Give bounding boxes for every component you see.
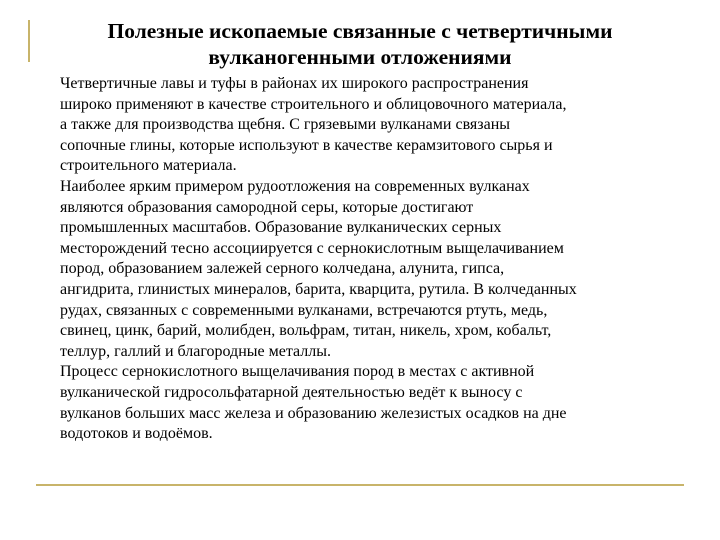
paragraph-2 (60, 177, 700, 362)
text-line: являются образования самородной серы, которые достигают (60, 198, 474, 216)
accent-horizontal-line (36, 484, 684, 486)
text-line: теллур, галлий и благородные металлы. (60, 342, 331, 360)
text-line: ангидрита, глинистых минералов, барита, кварцита, рутила. В колчеданных (60, 280, 577, 298)
title-line-2: вулканогенными отложениями (208, 45, 512, 69)
text-line: водотоков и водоёмов. (60, 425, 213, 443)
text-line: широко применяют в качестве строительного и облицовочного материала, (60, 95, 567, 113)
text-line: а также для производства щебня. С грязевыми вулканами связаны (60, 116, 511, 134)
text-line: рудах, связанных с современными вулканами, встречаются ртуть, медь, (60, 301, 548, 319)
text-line: Наиболее ярким примером рудоотложения на современных вулканах (60, 177, 530, 195)
text-line: Четвертичные лавы и туфы в районах их широкого распространения (60, 75, 529, 92)
slide-title (40, 18, 680, 70)
text-line: Процесс сернокислотного выщелачивания пород в местах с активной (60, 363, 535, 381)
text-line: пород, образованием залежей серного колчедана, алунита, гипса, (60, 260, 505, 278)
title-line-1: Полезные ископаемые связанные с четвертичными (107, 19, 613, 43)
text-line: месторождений тесно ассоциируется с сернокислотным выщелачиванием (60, 239, 564, 257)
paragraph-1 (60, 74, 700, 177)
text-line: сопочные глины, которые используют в качестве керамзитового сырья и (60, 136, 553, 154)
slide-body (60, 74, 700, 445)
paragraph-3 (60, 362, 700, 444)
text-line: вулканической гидросольфатарной деятельностью ведёт к выносу с (60, 383, 523, 401)
text-line: строительного материала. (60, 157, 237, 175)
accent-vertical-line (28, 20, 30, 62)
text-line: свинец, цинк, барий, молибден, вольфрам, титан, никель, хром, кобальт, (60, 322, 552, 340)
text-line: вулканов больших масс железа и образованию железистых осадков на дне (60, 404, 567, 422)
text-line: промышленных масштабов. Образование вулканических серных (60, 219, 502, 237)
